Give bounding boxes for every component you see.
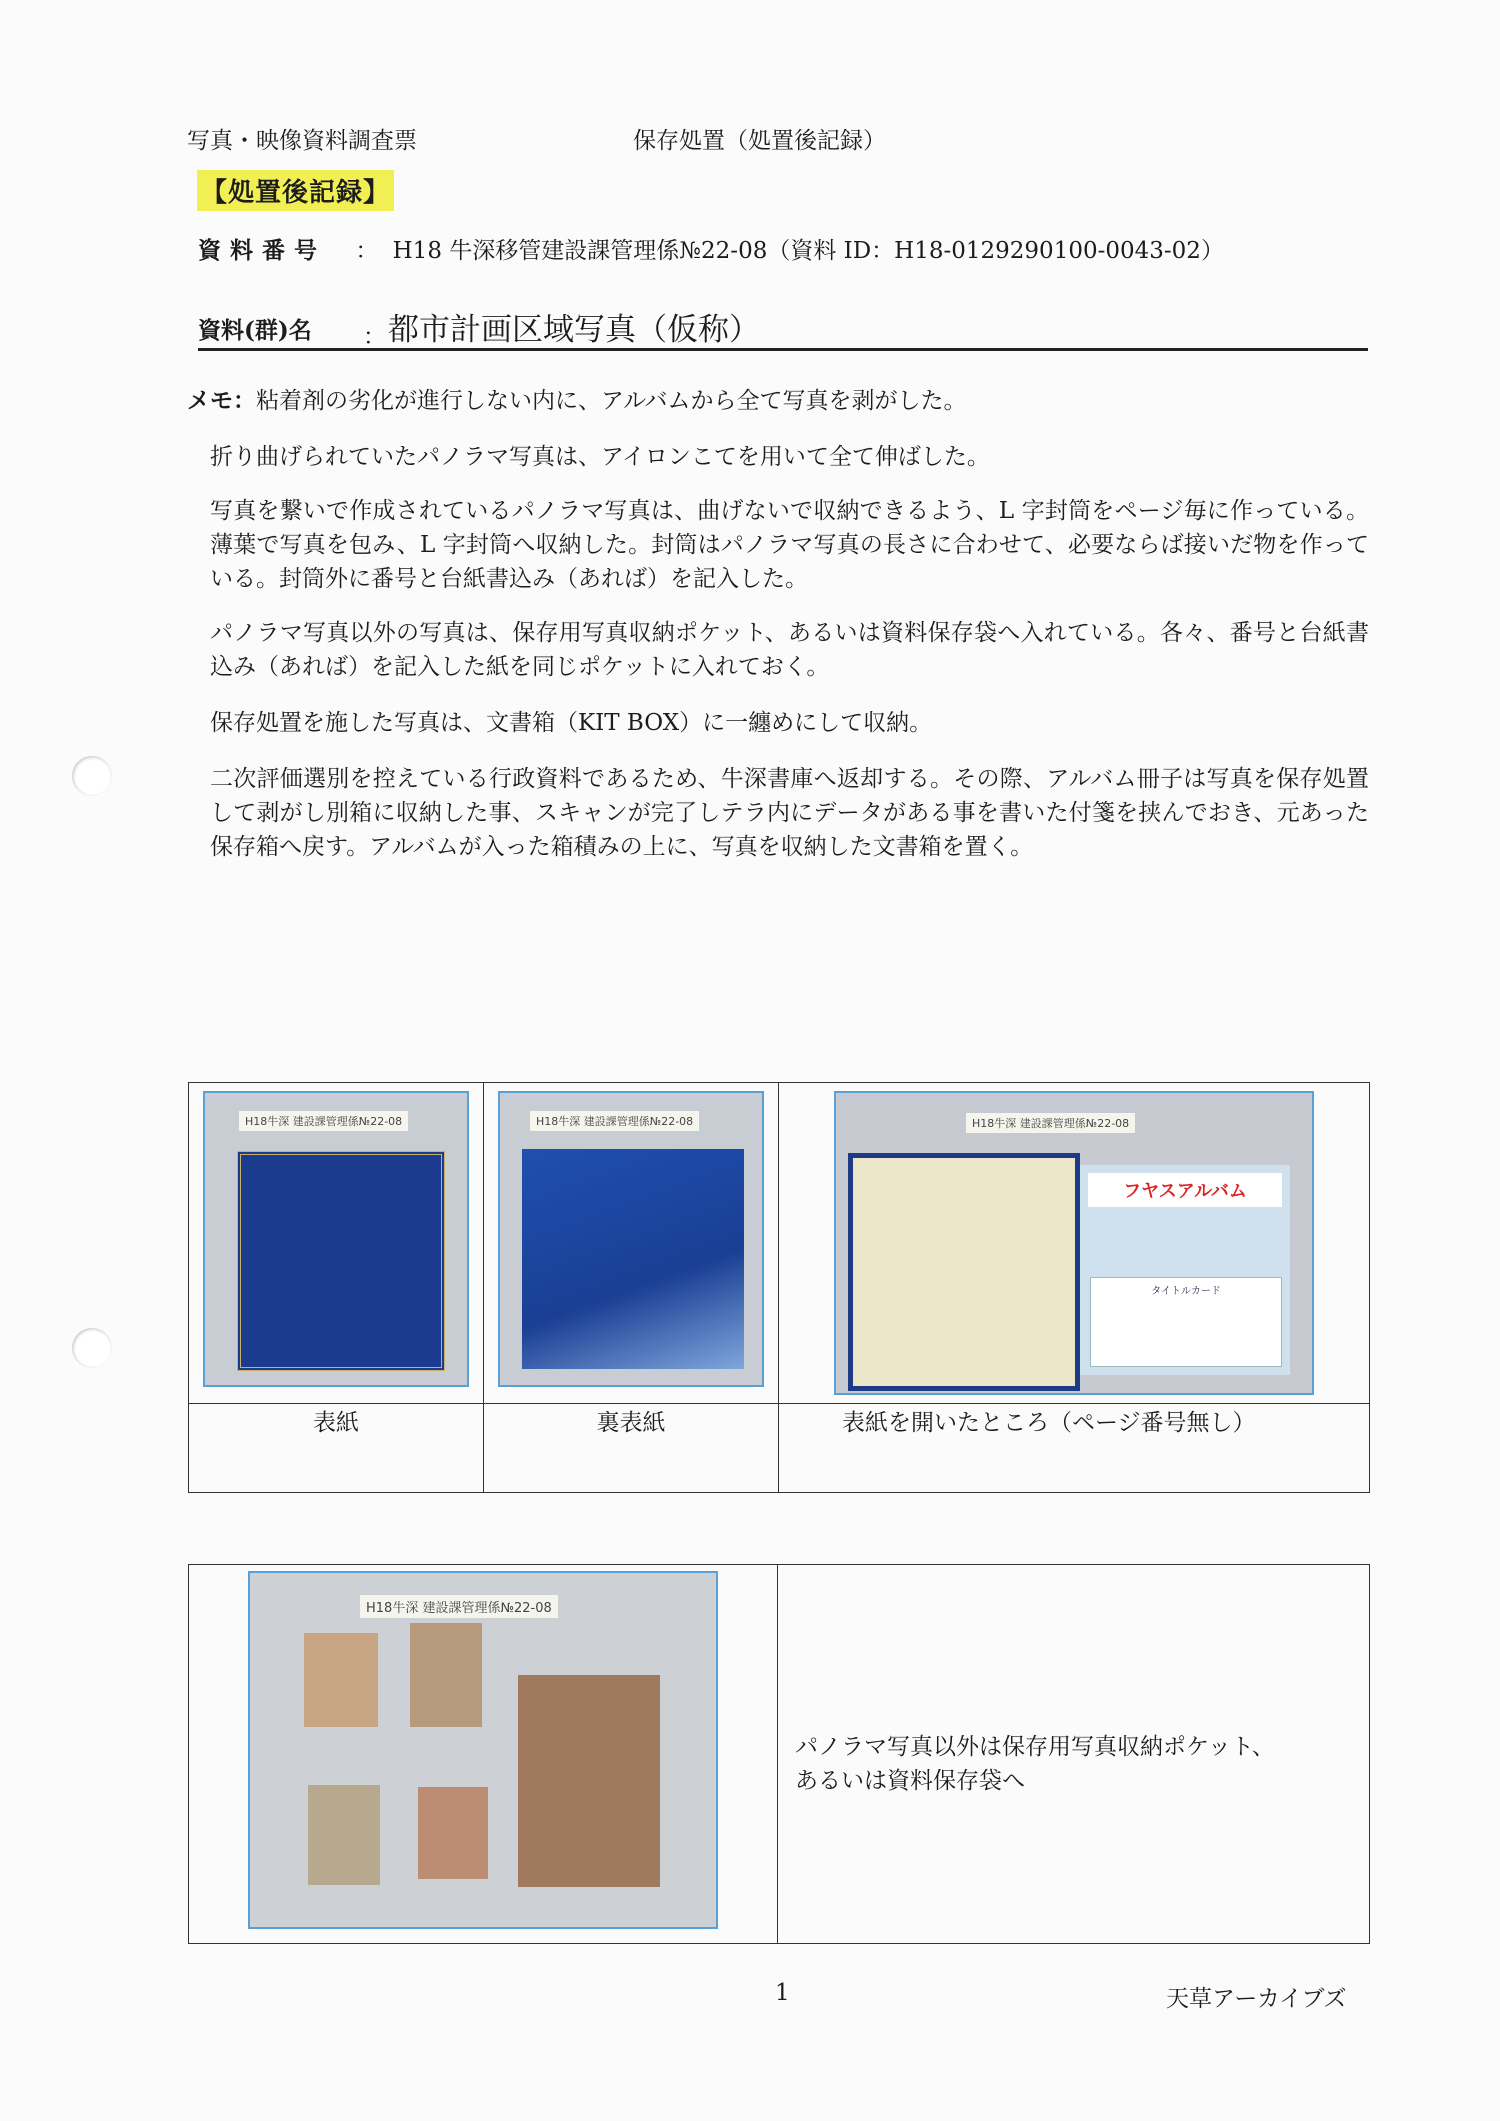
album-inside-right-image: フヤスアルバム タイトルカード xyxy=(1080,1165,1290,1375)
album-front-image xyxy=(237,1151,445,1371)
material-name-value: 都市計画区域写真（仮称） xyxy=(388,312,760,348)
material-name-label: 資料(群)名 xyxy=(198,317,312,344)
material-number-value: H18 牛深移管建設課管理係№22-08（資料 ID：H18-0129290100-0043-02） xyxy=(392,238,1224,264)
memo-label: メモ： xyxy=(187,387,256,414)
post-treatment-badge: 【処置後記録】 xyxy=(197,170,394,211)
album-inside-left-image xyxy=(848,1153,1080,1391)
photo-inside-cover: H18牛深 建設課管理係№22-08 フヤスアルバム タイトルカード xyxy=(834,1091,1314,1395)
pocket-note: パノラマ写真以外は保存用写真収納ポケット、 あるいは資料保存袋へ xyxy=(795,1734,1275,1794)
album-back-image xyxy=(522,1149,744,1369)
punch-hole xyxy=(72,1328,112,1368)
colon: ： xyxy=(355,238,379,264)
memo-paragraph-3: 写真を繋いで作成されているパノラマ写真は、曲げないで収納できるよう、L 字封筒をページ毎に作っている。薄葉で写真を包み、L 字封筒へ収納した。封筒はパノラマ写真の長さに合わせて、必要ならば接いだ物を作っている。封筒外に番号と台紙書込み（あれば）を記入した。 xyxy=(210,498,1369,592)
caption-front-cover: 表紙 xyxy=(189,1404,484,1493)
memo-paragraph-4: パノラマ写真以外の写真は、保存用写真収納ポケット、あるいは資料保存袋へ入れている。各々、番号と台紙書込み（あれば）を記入した紙を同じポケットに入れておく。 xyxy=(210,620,1369,680)
photo-front-cover: H18牛深 建設課管理係№22-08 xyxy=(203,1091,469,1387)
section-title: 保存処置（処置後記録） xyxy=(633,128,886,154)
material-number-label: 資料番号 xyxy=(198,237,326,264)
memo-paragraph-2: 折り曲げられていたパノラマ写真は、アイロンこてを用いて全て伸ばした。 xyxy=(210,444,990,470)
caption-back-cover: 裏表紙 xyxy=(484,1404,779,1493)
photo-storage-pockets: H18牛深 建設課管理係№22-08 xyxy=(248,1571,718,1929)
photo-cell-front-cover xyxy=(189,1083,484,1404)
photo-cell-back-cover xyxy=(484,1083,779,1404)
form-title: 写真・映像資料調査票 xyxy=(187,128,417,154)
material-name-row xyxy=(198,300,1368,351)
material-number-row xyxy=(198,232,1224,265)
photo-back-cover: H18牛深 建設課管理係№22-08 xyxy=(498,1091,764,1387)
page-number: 1 xyxy=(775,1980,790,2006)
memo-paragraph-5: 保存処置を施した写真は、文書箱（KIT BOX）に一纏めにして収納。 xyxy=(210,710,933,736)
memo-paragraph-1: メモ：粘着剤の劣化が進行しない内に、アルバムから全て写真を剥がした。 xyxy=(187,387,967,414)
photo-cell-pockets xyxy=(189,1565,778,1944)
footer-org: 天草アーカイブズ xyxy=(1166,1986,1347,2012)
photo-cell-inside-cover xyxy=(779,1083,1370,1404)
colon: ： xyxy=(363,324,386,350)
memo-paragraph-6: 二次評価選別を控えている行政資料であるため、牛深書庫へ返却する。その際、アルバム冊子は写真を保存処置して剥がし別箱に収納した事、スキャンが完了しテラ内にデータがある事を書いた付箋を挟んでおき、元あった保存箱へ戻す。アルバムが入った箱積みの上に、写真を収納した文書箱を置く。 xyxy=(210,766,1369,860)
photo-table-album xyxy=(188,1082,1370,1493)
aerial-photo xyxy=(518,1675,660,1887)
punch-hole xyxy=(72,756,112,796)
caption-inside-cover: 表紙を開いたところ（ページ番号無し） xyxy=(779,1404,1370,1493)
